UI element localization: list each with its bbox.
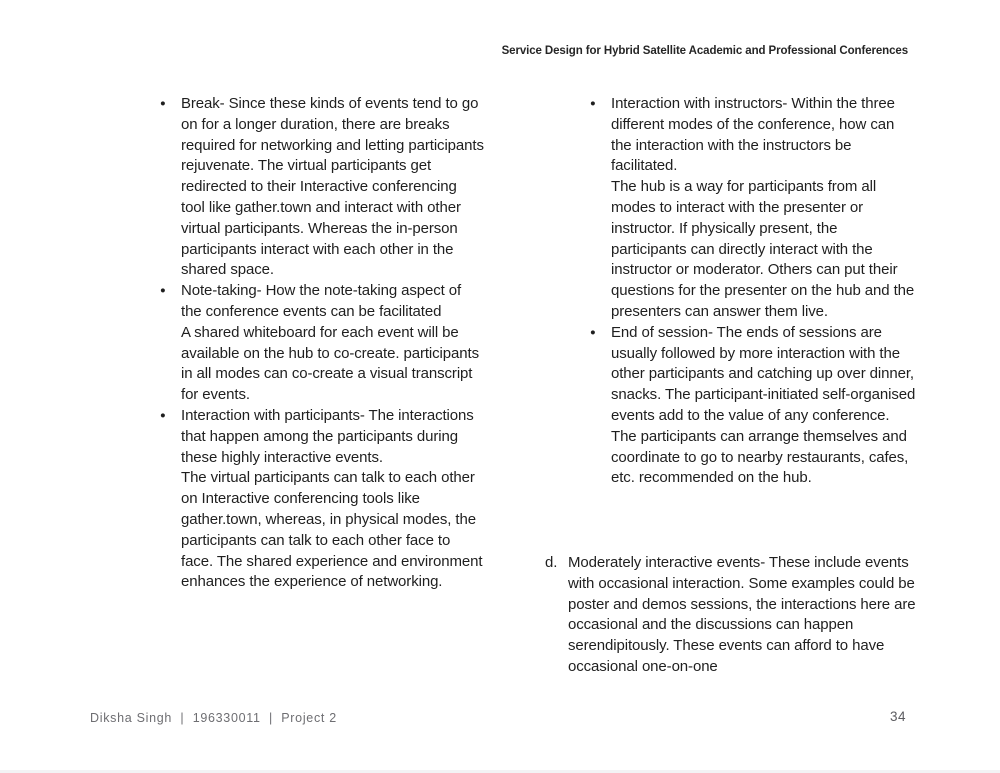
list-item-body	[611, 94, 916, 323]
bullet-icon: ●	[160, 409, 166, 421]
footer-author-line: Diksha Singh | 196330011 | Project 2	[90, 711, 337, 725]
running-title: Service Design for Hybrid Satellite Academic and Professional Conferences	[501, 45, 908, 57]
list-item-d-text: Moderately interactive events- These include events with occasional interaction. Some examples could be poster and demos sessions, the interactions here are occasional and the discussions can happen serendipitously. These events can afford to have occasional one-on-one	[568, 554, 916, 675]
list-item	[160, 94, 484, 281]
bullet-icon: ●	[160, 98, 166, 109]
right-column	[590, 94, 916, 489]
list-item-body	[181, 406, 484, 593]
ordered-list-item-d	[545, 553, 917, 678]
page-number: 34	[889, 709, 906, 724]
list-item-body	[611, 323, 916, 489]
paragraph: Note-taking- How the note-taking aspect of the conference events can be facilitated	[181, 282, 462, 320]
left-column	[160, 94, 484, 593]
list-item-body	[181, 94, 484, 281]
paragraph: Break- Since these kinds of events tend to go on for a longer duration, there are breaks required for networking and letting participants rejuvenate. The virtual participants get redirected to their Interactive conferencing tool like gather.town and interact with other virtual participants. Whereas the in-person participants interact with each other in the shared space.	[181, 95, 484, 279]
paragraph: A shared whiteboard for each event will be available on the hub to co-create. participants in all modes can co-create a visual transcript for events.	[181, 323, 479, 404]
paragraph: End of session- The ends of sessions are usually followed by more interaction with the other participants and catching up over dinner, snacks. The participant-initiated self-organised events add to the value of any conference. The participants can arrange themselves and coordinate to go to nearby restaurants, cafes, etc. recommended on the hub.	[611, 323, 916, 487]
bullet-icon: ●	[590, 326, 596, 338]
list-item	[160, 406, 484, 593]
list-item	[590, 94, 916, 323]
paragraph: Interaction with participants- The interactions that happen among the participants during these highly interactive events.	[181, 406, 474, 466]
list-item-body	[181, 281, 484, 406]
bullet-icon: ●	[590, 98, 596, 109]
bullet-icon: ●	[160, 285, 166, 297]
list-item	[590, 323, 916, 489]
list-item-d-marker: d.	[545, 554, 558, 571]
list-item	[160, 281, 484, 406]
paragraph: The virtual participants can talk to each other on Interactive conferencing tools like gather.town, whereas, in physical modes, the participants can talk to each other face to face. The shared experience and environment enhances the experience of networking.	[181, 469, 483, 591]
paragraph: Interaction with instructors- Within the three different modes of the conference, how can the interaction with the instructors be facilitated.	[611, 95, 895, 175]
paragraph: The hub is a way for participants from all modes to interact with the presenter or instructor. If physically present, the participants can directly interact with the instructor or moderator. Others can put their questions for the presenter on the hub and the presenters can answer them live.	[611, 178, 915, 320]
